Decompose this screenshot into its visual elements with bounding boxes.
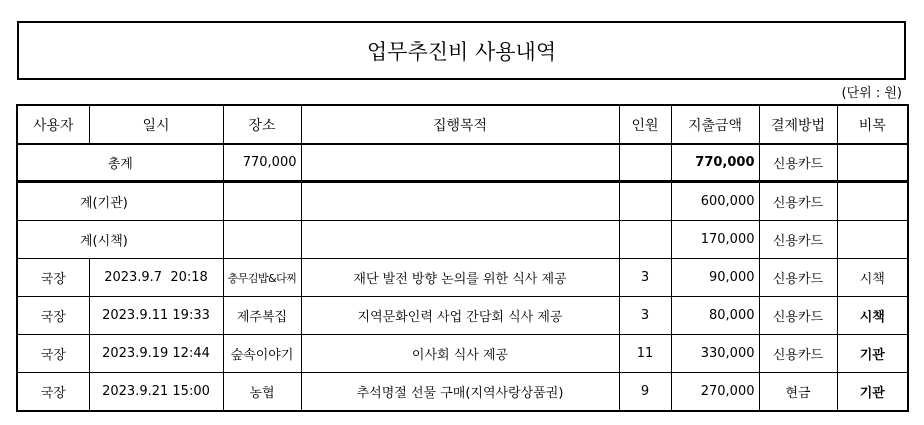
cell-place: 제주복집	[223, 297, 301, 335]
cell-datetime: 2023.9.7 20:18	[89, 259, 223, 297]
title-text: 업무추진비 사용내역	[366, 39, 557, 64]
total-label: 총계	[17, 144, 223, 182]
subtotal-amount: 170,000	[671, 221, 759, 259]
page-title	[17, 21, 906, 80]
cell-place: 숲속이야기	[223, 335, 301, 373]
cell-place: 농협	[223, 373, 301, 412]
cell-place: 충무김밥&다찌	[223, 259, 301, 297]
table-row	[17, 297, 908, 335]
cell-category: 시책	[837, 259, 908, 297]
cell-method: 신용카드	[759, 335, 837, 373]
cell-amount: 330,000	[671, 335, 759, 373]
cell-category: 시책	[837, 297, 908, 335]
cell-datetime: 2023.9.11 19:33	[89, 297, 223, 335]
cell-amount: 270,000	[671, 373, 759, 412]
cell-amount: 80,000	[671, 297, 759, 335]
subtotal-label: 계(기관)	[17, 182, 223, 221]
subtotal-label: 계(시책)	[17, 221, 223, 259]
cell-user: 국장	[17, 335, 89, 373]
cell-people: 3	[619, 297, 671, 335]
table-row	[17, 335, 908, 373]
cell-method: 신용카드	[759, 259, 837, 297]
header-cell-purpose: 집행목적	[301, 105, 619, 144]
header-cell-datetime: 일시	[89, 105, 223, 144]
cell-amount: 90,000	[671, 259, 759, 297]
total-place-amount: 770,000	[223, 144, 301, 182]
total-row	[17, 144, 908, 182]
cell-people: 3	[619, 259, 671, 297]
cell-category: 기관	[837, 373, 908, 412]
subtotal-method: 신용카드	[759, 182, 837, 221]
cell-purpose: 지역문화인력 사업 간담회 식사 제공	[301, 297, 619, 335]
header-cell-user: 사용자	[17, 105, 89, 144]
header-cell-category: 비목	[837, 105, 908, 144]
cell-purpose: 재단 발전 방향 논의를 위한 식사 제공	[301, 259, 619, 297]
cell-purpose: 이사회 식사 제공	[301, 335, 619, 373]
total-method: 신용카드	[759, 144, 837, 182]
unit-note: (단위 : 원)	[841, 86, 902, 101]
cell-user: 국장	[17, 297, 89, 335]
cell-purpose: 추석명절 선물 구매(지역사랑상품권)	[301, 373, 619, 412]
cell-people: 9	[619, 373, 671, 412]
cell-datetime: 2023.9.21 15:00	[89, 373, 223, 412]
subtotal-amount: 600,000	[671, 182, 759, 221]
header-cell-amount: 지출금액	[671, 105, 759, 144]
total-amount: 770,000	[671, 144, 759, 182]
cell-user: 국장	[17, 259, 89, 297]
cell-category: 기관	[837, 335, 908, 373]
subtotal-row	[17, 221, 908, 259]
subtotal-method: 신용카드	[759, 221, 837, 259]
expense-table	[16, 104, 909, 412]
cell-method: 신용카드	[759, 297, 837, 335]
cell-method: 현금	[759, 373, 837, 412]
cell-datetime: 2023.9.19 12:44	[89, 335, 223, 373]
header-cell-method: 결제방법	[759, 105, 837, 144]
table-row	[17, 373, 908, 412]
header-cell-people: 인원	[619, 105, 671, 144]
header-row	[17, 105, 908, 144]
table-row	[17, 259, 908, 297]
cell-people: 11	[619, 335, 671, 373]
subtotal-row	[17, 182, 908, 221]
cell-user: 국장	[17, 373, 89, 412]
header-cell-place: 장소	[223, 105, 301, 144]
